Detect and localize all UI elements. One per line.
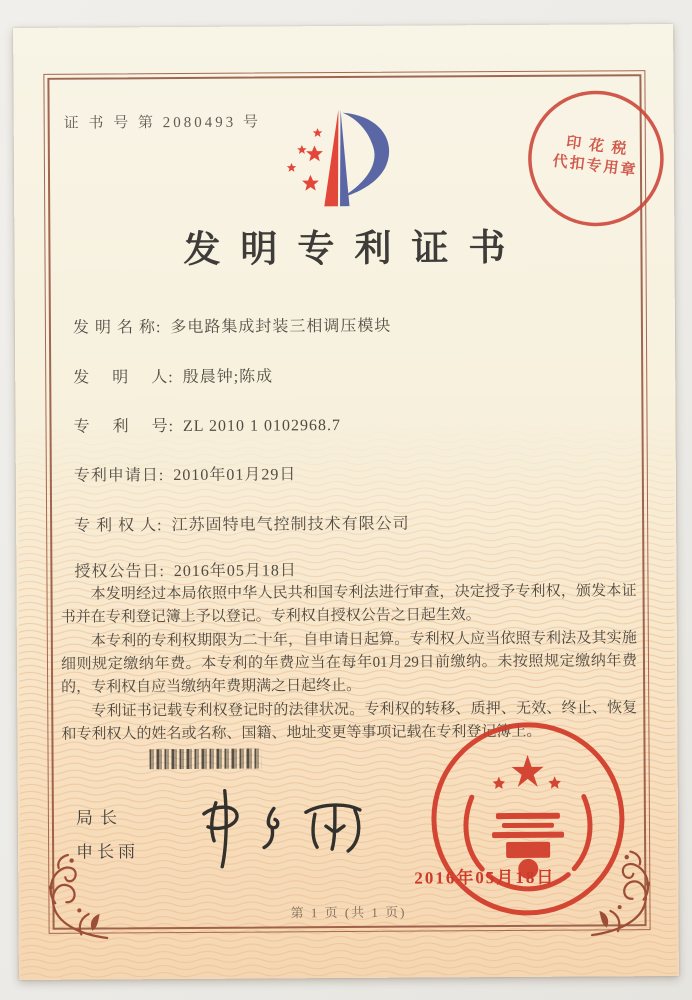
- field-value: 多电路集成封装三相调压模块: [170, 317, 392, 337]
- field-value: 江苏固特电气控制技术有限公司: [171, 515, 410, 535]
- director-signature-icon: [186, 782, 382, 871]
- field-grant-date: [74, 557, 297, 581]
- national-emblem-seal-icon: [425, 716, 630, 921]
- director-title: 局长: [75, 808, 124, 828]
- field-value: 2010年01月29日: [173, 466, 297, 485]
- field-patent-number: [73, 412, 341, 437]
- seal-date: 2016年05月18日: [414, 867, 556, 888]
- field-value: ZL 2010 1 0102968.7: [182, 417, 341, 435]
- barcode: [150, 749, 262, 770]
- page-title: 发明专利证书: [183, 227, 526, 271]
- page-footer: 第 1 页 (共 1 页): [290, 904, 407, 921]
- field-application-date: [74, 461, 297, 485]
- field-label: 授权公告日:: [74, 563, 165, 581]
- field-label: 专 利 号:: [73, 418, 175, 436]
- tax-stamp-center-1: 印 花 税: [565, 134, 630, 159]
- certificate-paper: [13, 24, 679, 980]
- field-label: 发 明 名 称:: [72, 319, 162, 337]
- field-label: 发 明 人:: [73, 369, 174, 387]
- tax-stamp-center-2: 代扣专用章: [551, 153, 639, 180]
- sipo-logo-icon: [280, 106, 407, 215]
- director-name: 申长雨: [76, 842, 140, 862]
- certificate-number: 证 书 号 第 2080493 号: [63, 114, 261, 132]
- field-invention-name: [73, 313, 392, 338]
- field-value: 2016年05月18日: [173, 562, 297, 581]
- body-paragraph: 本发明经过本局依照中华人民共和国专利法进行审查，决定授予专利权，颁发本证书并在专利登记簿上予以登记。专利权自授权公告之日起生效。: [60, 583, 637, 626]
- field-value: 殷晨钟;陈成: [182, 368, 274, 386]
- field-label: 专 利 权 人:: [74, 517, 163, 535]
- field-inventor: [73, 363, 273, 387]
- field-label: 专利申请日:: [73, 467, 165, 485]
- field-patentee: [74, 511, 410, 536]
- body-paragraph: 专利证书记载专利权登记时的法律状况。专利权的转移、质押、无效、终止、恢复和专利权人的姓名或名称、国籍、地址变更等事项记载在专利登记簿上。: [61, 700, 638, 743]
- body-paragraph: 本专利的专利权期限为二十年，自申请日起算。专利权人应当依照专利法及其实施细则规定缴纳年费。本专利的年费应当在每年01月29日前缴纳。未按照规定缴纳年费的，专利权自应当缴纳年费期满之日起终止。: [60, 630, 638, 696]
